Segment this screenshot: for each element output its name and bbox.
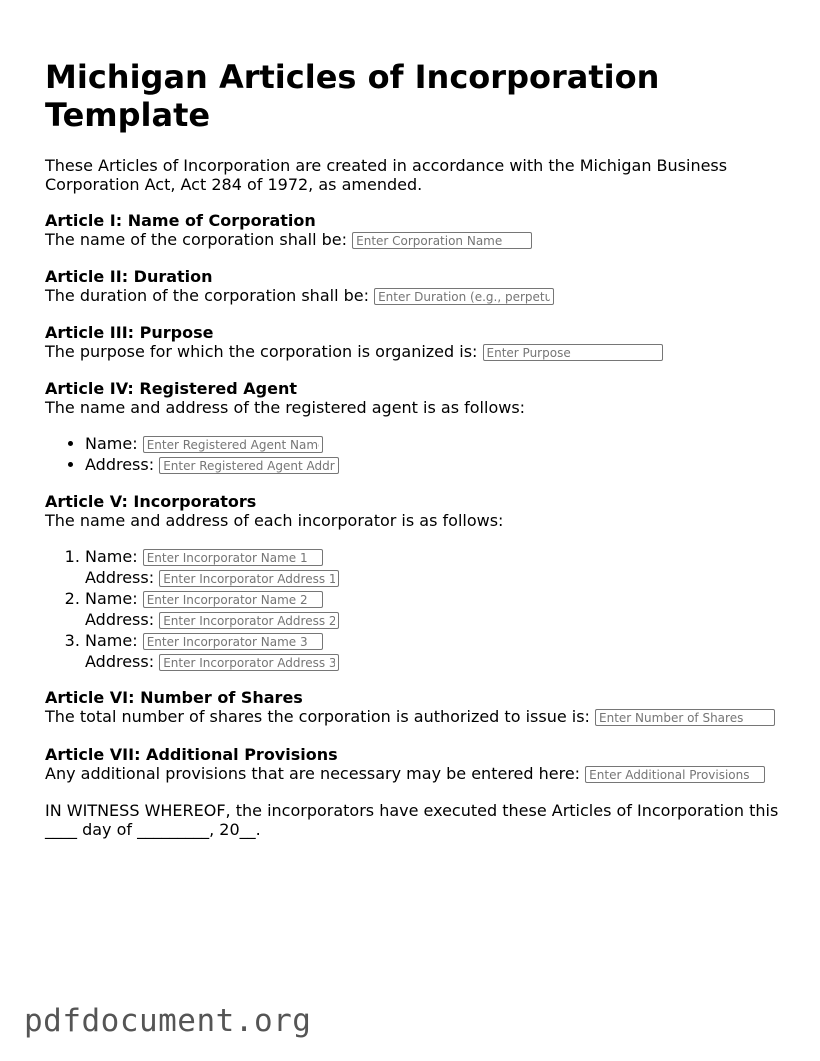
agent-name-input[interactable]	[143, 436, 323, 453]
corporation-name-input[interactable]	[352, 232, 532, 249]
incorporator-2-address-row	[85, 609, 805, 630]
article-2-heading: Article II: Duration	[45, 267, 213, 286]
list-item	[85, 546, 805, 588]
article-6	[45, 688, 805, 727]
incorporator-2-name-label: Name:	[85, 589, 138, 608]
incorporator-2-name-input[interactable]	[143, 591, 323, 608]
article-3	[45, 323, 805, 362]
number-of-shares-input[interactable]	[595, 709, 775, 726]
incorporator-2-address-input[interactable]	[159, 612, 339, 629]
incorporator-3-address-input[interactable]	[159, 654, 339, 671]
article-6-text: The total number of shares the corporation is authorized to issue is:	[45, 707, 590, 726]
incorporator-3-name-label: Name:	[85, 631, 138, 650]
agent-name-label: Name:	[85, 434, 138, 453]
incorporator-1-name-input[interactable]	[143, 549, 323, 566]
article-7	[45, 745, 805, 784]
article-1-text: The name of the corporation shall be:	[45, 230, 348, 249]
additional-provisions-input[interactable]	[585, 766, 765, 783]
witness-statement: IN WITNESS WHEREOF, the incorporators have executed these Articles of Incorporation this ____ day of _________, 20__.	[45, 801, 779, 839]
incorporator-2-address-label: Address:	[85, 610, 155, 629]
incorporator-3-name-input[interactable]	[143, 633, 323, 650]
article-5-text: The name and address of each incorporator is as follows:	[45, 511, 504, 530]
page-title: Michigan Articles of Incorporation Template	[45, 58, 660, 134]
incorporator-list	[45, 546, 805, 672]
article-3-heading: Article III: Purpose	[45, 323, 214, 342]
article-4-heading: Article IV: Registered Agent	[45, 379, 298, 398]
article-6-heading: Article VI: Number of Shares	[45, 688, 303, 707]
duration-input[interactable]	[374, 288, 554, 305]
watermark-text: pdfdocument.org	[24, 1003, 312, 1039]
article-2-body	[45, 286, 805, 306]
article-5-heading: Article V: Incorporators	[45, 492, 257, 511]
incorporator-1-address-label: Address:	[85, 568, 155, 587]
article-2	[45, 267, 805, 306]
article-7-text: Any additional provisions that are necessary may be entered here:	[45, 764, 581, 783]
article-1-heading: Article I: Name of Corporation	[45, 211, 316, 230]
incorporator-1-address-row	[85, 567, 805, 588]
purpose-input[interactable]	[483, 344, 663, 361]
incorporator-1-name-label: Name:	[85, 547, 138, 566]
registered-agent-list	[45, 433, 805, 475]
article-4-text: The name and address of the registered agent is as follows:	[45, 398, 526, 417]
article-3-body	[45, 342, 805, 362]
article-6-body	[45, 707, 805, 727]
list-item	[85, 588, 805, 630]
list-item	[85, 630, 805, 672]
intro-paragraph: These Articles of Incorporation are created in accordance with the Michigan Business Corporation Act, Act 284 of 1972, as amended.	[45, 156, 728, 194]
article-1	[45, 211, 805, 250]
article-7-body	[45, 764, 805, 784]
agent-address-label: Address:	[85, 455, 155, 474]
article-1-body	[45, 230, 805, 250]
article-3-text: The purpose for which the corporation is organized is:	[45, 342, 478, 361]
article-7-heading: Article VII: Additional Provisions	[45, 745, 338, 764]
article-4	[45, 379, 805, 475]
article-5	[45, 492, 805, 672]
incorporator-3-address-label: Address:	[85, 652, 155, 671]
agent-address-input[interactable]	[159, 457, 339, 474]
incorporator-3-address-row	[85, 651, 805, 672]
list-item	[85, 433, 805, 454]
list-item	[85, 454, 805, 475]
incorporator-1-address-input[interactable]	[159, 570, 339, 587]
article-2-text: The duration of the corporation shall be:	[45, 286, 369, 305]
